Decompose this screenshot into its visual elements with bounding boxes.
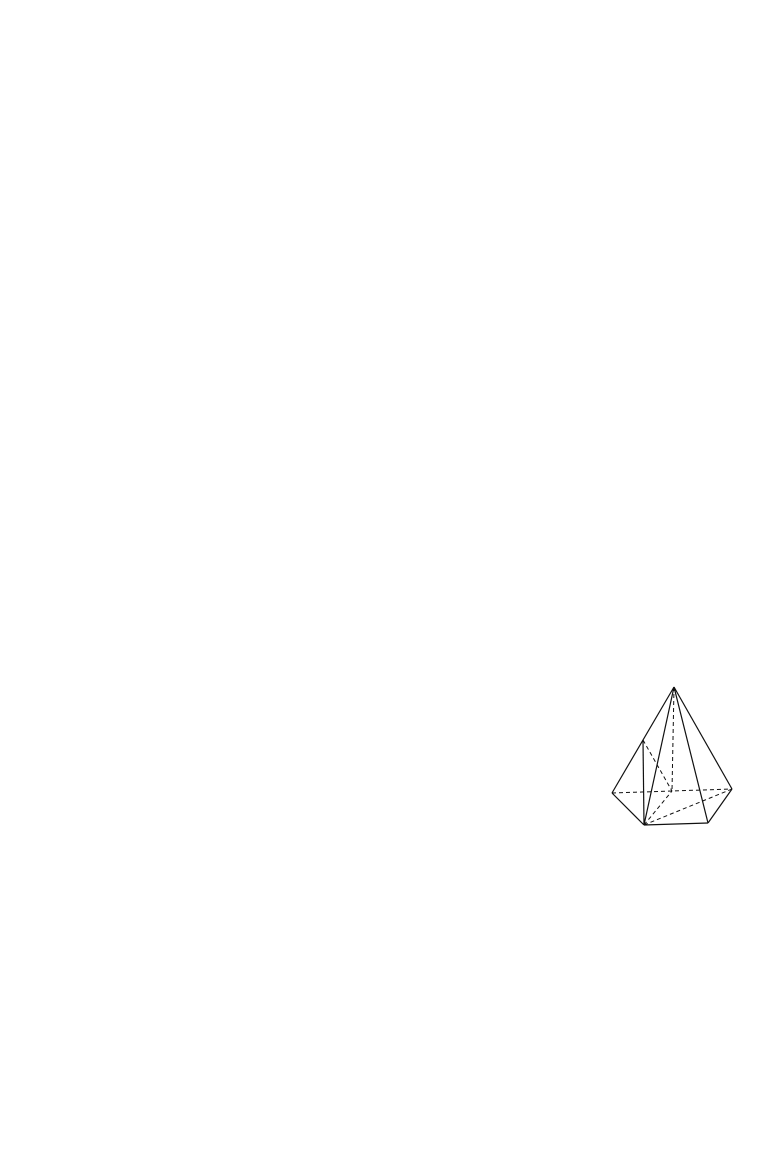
pyramid-figure — [598, 683, 748, 855]
